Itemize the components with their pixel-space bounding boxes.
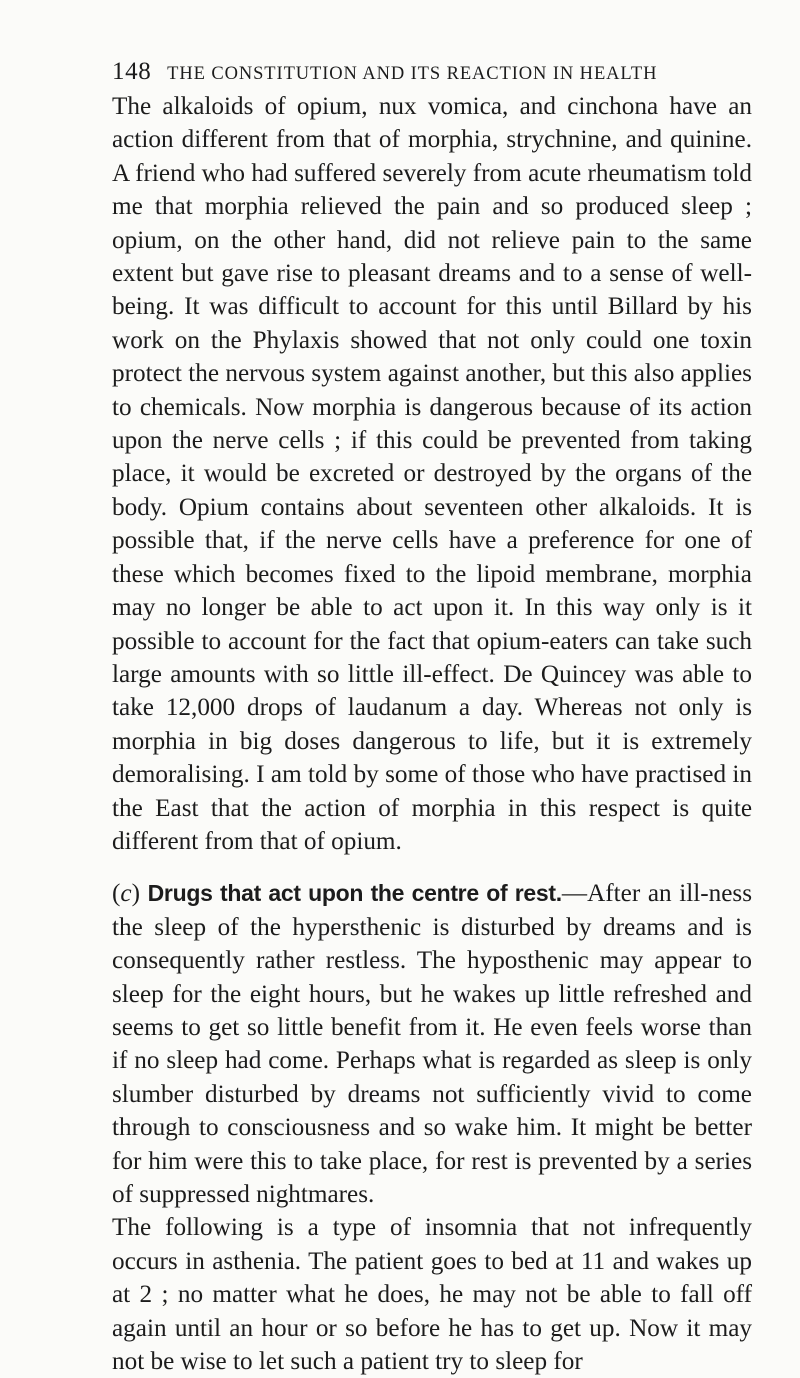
- page-number: 148: [112, 58, 152, 85]
- running-title: THE CONSTITUTION AND ITS REACTION IN HEALTH: [167, 64, 658, 84]
- section-heading: Drugs that act upon the centre of rest.: [147, 880, 562, 907]
- section-marker-close: ): [131, 880, 140, 908]
- running-head: [112, 58, 712, 86]
- paragraph-section-c: [112, 877, 752, 1211]
- paragraph-alkaloids: The alkaloids of opium, nux vomica, and cinchona have an action different from that of morphia, strychnine, and quinine. A friend who had suffered severely from acute rheumatism told me that morphia relieved the pain and so produced sleep ; opium, on the other hand, did not relieve pain to the same extent but gave rise to pleasant dreams and to a sense of well-being. It was difficult to account for this until Billard by his work on the Phylaxis showed that not only could one toxin protect the nervous system against another, but this also applies to chemicals. Now morphia is dangerous because of its action upon the nerve cells ; if this could be prevented from taking place, it would be excreted or destroyed by the organs of the body. Opium contains about seventeen other alkaloids. It is possible that, if the nerve cells have a preference for one of these which becomes fixed to the lipoid membrane, morphia may no longer be able to act upon it. In this way only is it possible to account for the fact that opium-eaters can take such large amounts with so little ill-effect. De Quincey was able to take 12,000 drops of laudanum a day. Whereas not only is morphia in big doses dangerous to life, but it is extremely demoralising. I am told by some of those who have practised in the East that the action of morphia in this respect is quite different from that of opium.: [112, 93, 752, 855]
- section-marker-open: (: [112, 880, 121, 908]
- section-text: —After an ill-ness the sleep of the hypersthenic is disturbed by dreams and is consequently rather restless. The hyposthenic may appear to sleep for the eight hours, but he wakes up little refreshed and seems to get so little benefit from it. He even feels worse than if no sleep had come. Perhaps what is regarded as sleep is only slumber disturbed by dreams not sufficiently vivid to come through to consciousness and so wake him. It might be better for him were this to take place, for rest is prevented by a series of suppressed nightmares.: [112, 880, 753, 1208]
- section-marker-letter: c: [120, 880, 132, 908]
- paragraph-insomnia: The following is a type of insomnia that not infrequently occurs in asthenia. The patient goes to bed at 11 and wakes up at 2 ; no matter what he does, he may not be able to fall off again until an hour or so before he has to get up. Now it may not be wise to let such a patient try to sleep for: [112, 1214, 752, 1376]
- body-text: [112, 90, 752, 1378]
